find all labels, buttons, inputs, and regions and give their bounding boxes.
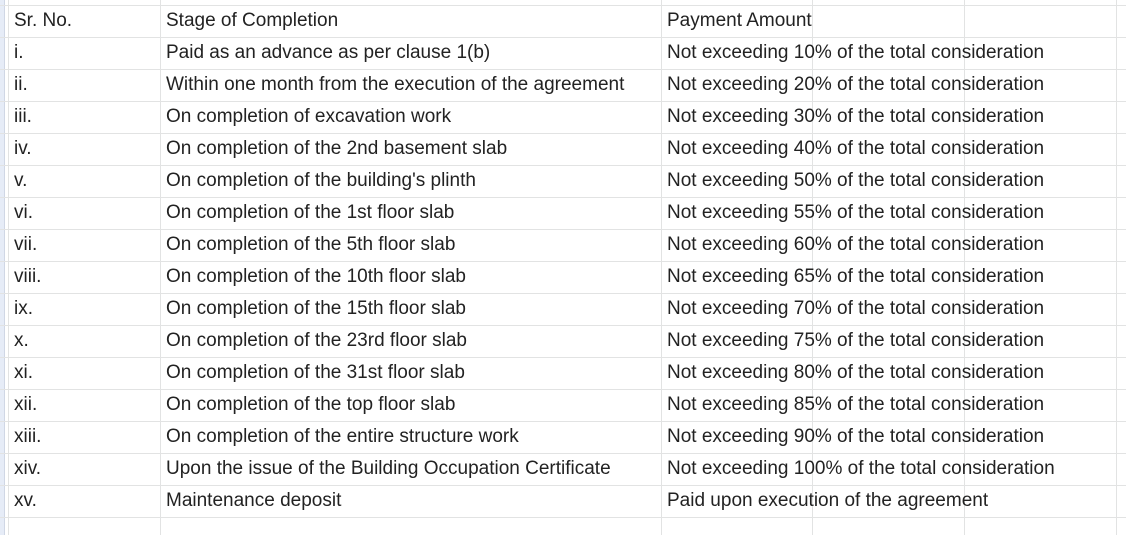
cell-payment[interactable]: Not exceeding 90% of the total consideration [667,426,1045,447]
cell-stage[interactable]: On completion of the 31st floor slab [166,362,465,383]
cell-sr-no[interactable]: iii. [14,106,32,127]
header-cell-sr-no[interactable]: Sr. No. [14,10,73,31]
header-cell-payment[interactable]: Payment Amount [667,10,812,31]
cell-stage[interactable]: On completion of the 23rd floor slab [166,330,468,351]
gridline [1116,0,1117,535]
cell-stage[interactable]: Upon the issue of the Building Occupation Certificate [166,458,611,479]
cell-sr-no[interactable]: xii. [14,394,38,415]
cell-stage[interactable]: On completion of the 1st floor slab [166,202,455,223]
cell-stage[interactable]: Paid as an advance as per clause 1(b) [166,42,491,63]
cell-stage[interactable]: On completion of the 15th floor slab [166,298,466,319]
cell-sr-no[interactable]: i. [14,42,24,63]
cell-stage[interactable]: On completion of the building's plinth [166,170,476,191]
cell-stage[interactable]: On completion of excavation work [166,106,452,127]
cell-sr-no[interactable]: ii. [14,74,28,95]
cell-sr-no[interactable]: iv. [14,138,32,159]
cell-sr-no[interactable]: vii. [14,234,38,255]
cell-payment[interactable]: Not exceeding 100% of the total consideration [667,458,1055,479]
header-cell-stage[interactable]: Stage of Completion [166,10,339,31]
gridline [0,517,1126,518]
cell-payment[interactable]: Not exceeding 10% of the total consideration [667,42,1045,63]
cell-payment[interactable]: Not exceeding 60% of the total consideration [667,234,1045,255]
cell-sr-no[interactable]: vi. [14,202,33,223]
cell-payment[interactable]: Not exceeding 70% of the total consideration [667,298,1045,319]
cell-sr-no[interactable]: xv. [14,490,37,511]
cell-payment[interactable]: Not exceeding 40% of the total consideration [667,138,1045,159]
cell-stage[interactable]: Maintenance deposit [166,490,342,511]
cell-sr-no[interactable]: xiv. [14,458,42,479]
cell-payment[interactable]: Paid upon execution of the agreement [667,490,989,511]
row-header-edge[interactable] [0,0,5,535]
cell-payment[interactable]: Not exceeding 20% of the total consideration [667,74,1045,95]
cell-sr-no[interactable]: x. [14,330,29,351]
cell-sr-no[interactable]: ix. [14,298,33,319]
cell-payment[interactable]: Not exceeding 85% of the total consideration [667,394,1045,415]
cell-stage[interactable]: Within one month from the execution of the agreement [166,74,625,95]
cell-sr-no[interactable]: xi. [14,362,33,383]
cell-stage[interactable]: On completion of the 2nd basement slab [166,138,508,159]
cell-payment[interactable]: Not exceeding 55% of the total consideration [667,202,1045,223]
cell-payment[interactable]: Not exceeding 75% of the total consideration [667,330,1045,351]
cell-sr-no[interactable]: xiii. [14,426,42,447]
cell-payment[interactable]: Not exceeding 80% of the total consideration [667,362,1045,383]
cell-stage[interactable]: On completion of the 10th floor slab [166,266,466,287]
cell-payment[interactable]: Not exceeding 50% of the total consideration [667,170,1045,191]
cell-payment[interactable]: Not exceeding 65% of the total consideration [667,266,1045,287]
cell-sr-no[interactable]: v. [14,170,28,191]
cell-payment[interactable]: Not exceeding 30% of the total consideration [667,106,1045,127]
cell-stage[interactable]: On completion of the 5th floor slab [166,234,456,255]
cell-sr-no[interactable]: viii. [14,266,42,287]
cell-stage[interactable]: On completion of the entire structure work [166,426,519,447]
cell-stage[interactable]: On completion of the top floor slab [166,394,456,415]
